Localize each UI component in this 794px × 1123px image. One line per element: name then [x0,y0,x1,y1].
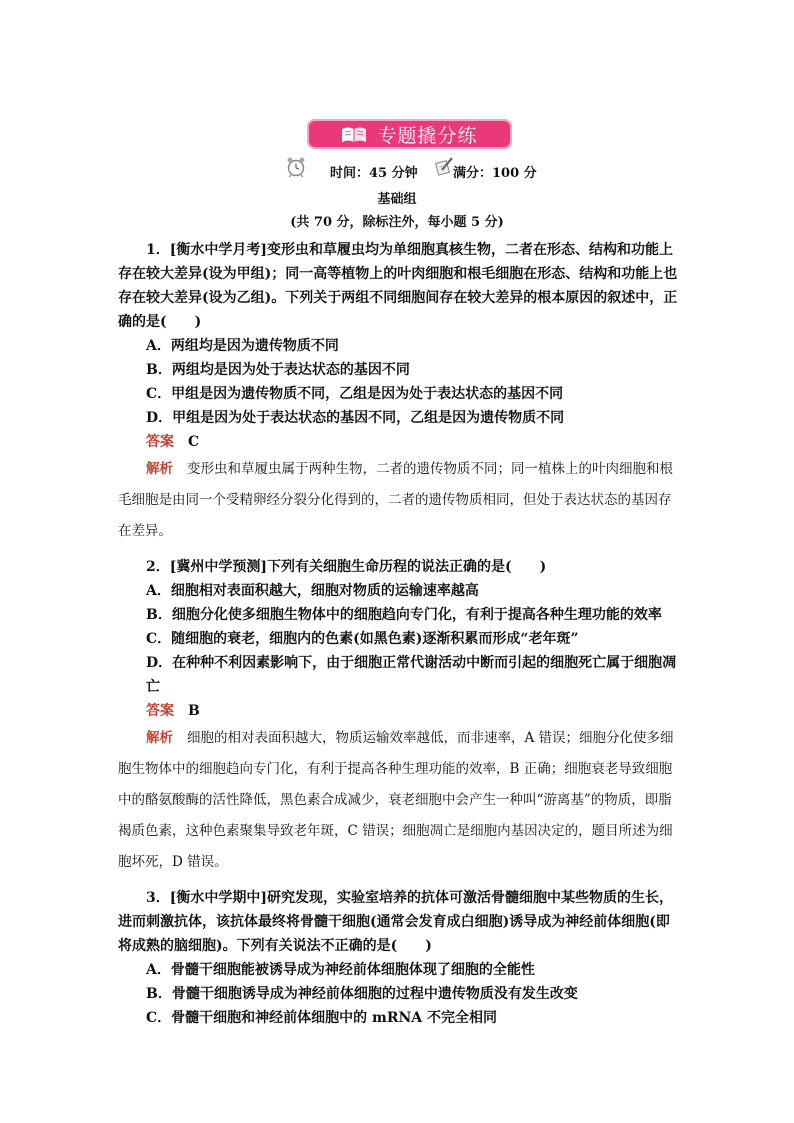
question-2-explanation [118,723,678,878]
question-2-option-c: C．随细胞的衰老，细胞内的色素(如黑色素)逐渐积累而形成“老年斑” [146,631,579,647]
question-2-option-a: A．细胞相对表面积越大，细胞对物质的运输速率越高 [146,583,479,599]
explanation-text: 细胞的相对表面积越大，物质运输效率越低，而非速率，A 错误；细胞分化使多细胞生物体中的细胞趋向专门化，有利于提高各种生理功能的效率，B 正确；细胞衰老导致细胞中的酪氨酸酶的活性降低，黑色素合成减少，衰老细胞中会产生一种叫“游离基”的物质，即脂褐质色素，这种色素聚集导致老年斑，C 错误；细胞凋亡是细胞内基因决定的，题目所述为细胞坏死，D 错误。 [118,730,674,870]
answer-label: 答案 [146,434,174,450]
question-2-option-b: B．细胞分化使多细胞生物体中的细胞趋向专门化，有利于提高各种生理功能的效率 [146,607,662,623]
question-1-stem: 1．[衡水中学月考]变形虫和草履虫均为单细胞真核生物，二者在形态、结构和功能上存在较大差异(设为甲组)；同一高等植物上的叶肉细胞和根毛细胞在形态、结构和功能上也存在较大差异(设为乙组)。下列关于两组不同细胞间存在较大差异的根本原因的叙述中，正确的是( ) [118,242,678,330]
question-3-option-a: A．骨髓干细胞能被诱导成为神经前体细胞体现了细胞的全能性 [146,962,535,978]
question-1-option-a: A．两组均是因为遗传物质不同 [146,338,339,354]
question-1-option-b: B．两组均是因为处于表达状态的基因不同 [146,362,410,378]
question-2-option-d: D．在种种不利因素影响下，由于细胞正常代谢活动中断而引起的细胞死亡属于细胞凋亡 [146,655,677,695]
explanation-label: 解析 [146,730,173,746]
question-1-option-c: C．甲组是因为遗传物质不同，乙组是因为处于表达状态的基因不同 [146,386,564,402]
answer-value: C [188,434,200,450]
open-book-icon [341,125,367,143]
question-1-option-d: D．甲组是因为处于表达状态的基因不同，乙组是因为遗传物质不同 [146,410,565,426]
question-2-stem: 2．[冀州中学预测]下列有关细胞生命历程的说法正确的是( ) [146,559,547,575]
question-1-answer [118,430,678,454]
full-score: 满分：100 分 [453,166,537,181]
section-title: 专题撬分练 [377,124,478,147]
answer-value: B [188,703,200,719]
pencil-paper-icon [434,156,454,176]
question-list [118,238,678,1030]
section-banner [307,119,512,149]
alarm-clock-icon [286,156,306,178]
time-limit: 时间：45 分钟 [330,166,418,181]
question-3-stem: 3．[衡水中学期中]研究发现，实验室培养的抗体可激活骨髓细胞中某些物质的生长，进而刺激抗体，该抗体最终将骨髓干细胞(通常会发育成白细胞)诱导成为神经前体细胞(即将成熟的脑细胞)。下列有关说法不正确的是( ) [118,890,673,954]
question-2-answer [118,699,678,723]
question-1-explanation [118,454,678,547]
explanation-label: 解析 [146,461,173,477]
group-title: 基础组 [377,192,417,207]
question-3-option-b: B．骨髓干细胞诱导成为神经前体细胞的过程中遗传物质没有发生改变 [146,986,578,1002]
exam-meta [0,158,794,182]
answer-label: 答案 [146,703,174,719]
explanation-text: 变形虫和草履虫属于两种生物，二者的遗传物质不同；同一植株上的叶肉细胞和根毛细胞是由同一个受精卵经分裂分化得到的，二者的遗传物质相同，但处于表达状态的基因存在差异。 [118,461,673,539]
question-3-option-c: C．骨髓干细胞和神经前体细胞中的 mRNA 不完全相同 [146,1010,497,1026]
group-note: (共 70 分，除标注外，每小题 5 分) [290,215,504,230]
